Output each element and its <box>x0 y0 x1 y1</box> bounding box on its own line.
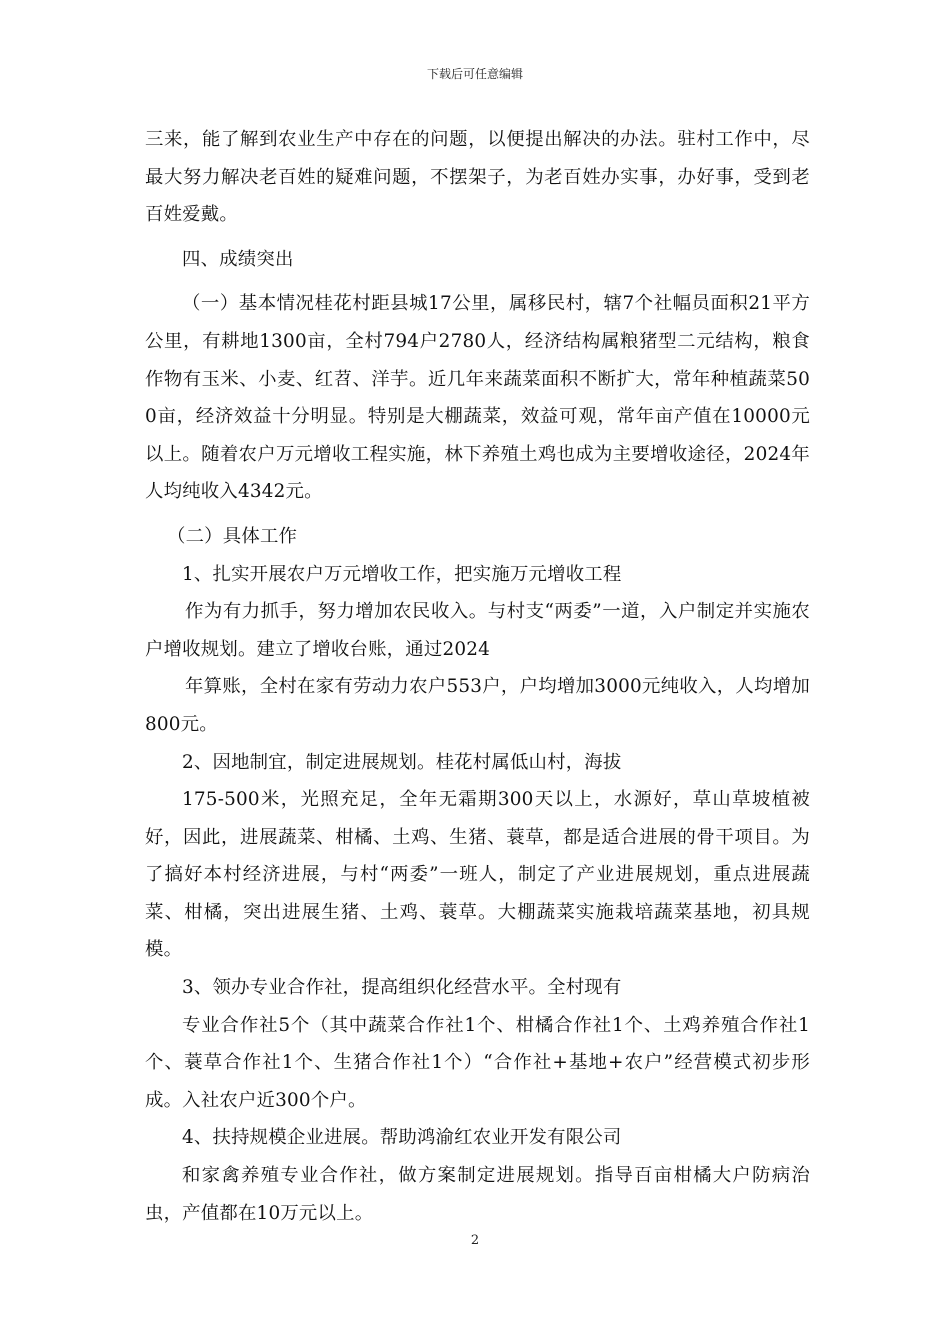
paragraph: 年算账，全村在家有劳动力农户553户，户均增加3000元纯收入，人均增加800元。 <box>145 676 810 735</box>
list-item-heading: 4、扶持规模企业进展。帮助鸿渝红农业开发有限公司 <box>182 1127 622 1149</box>
document-body <box>145 121 810 1232</box>
paragraph: （一）基本情况桂花村距县城17公里，属移民村，辖7个社幅员面积21平方公里，有耕地1300亩，全村794户2780人，经济结构属粮猪型二元结构，粮食作物有玉米、小麦、红苕、洋芋。近几年来蔬菜面积不断扩大，常年种植蔬菜500亩，经济效益十分明显。特别是大棚蔬菜，效益可观，常年亩产值在10000元以上。随着农户万元增收工程实施，林下养殖土鸡也成为主要增收途径，2024年人均纯收入4342元。 <box>145 293 810 503</box>
section-heading: 四、成绩突出 <box>182 248 294 270</box>
page-number: 2 <box>470 1233 480 1248</box>
paragraph: 作为有力抓手，努力增加农民收入。与村支“两委”一道，入户制定并实施农户增收规划。建立了增收台账，通过2024 <box>145 601 810 660</box>
paragraph: 三来，能了解到农业生产中存在的问题，以便提出解决的办法。驻村工作中，尽最大努力解决老百姓的疑难问题，不摆架子，为老百姓办实事，办好事，受到老百姓爱戴。 <box>145 129 810 226</box>
list-item-heading: 2、因地制宜，制定进展规划。桂花村属低山村，海拔 <box>182 751 622 773</box>
paragraph: 专业合作社5个（其中蔬菜合作社1个、柑橘合作社1个、土鸡养殖合作社1个、蓑草合作社1个、生猪合作社1个）“合作社+基地+农户”经营模式初步形成。入社农户近300个户。 <box>145 1014 810 1111</box>
paragraph: 和家禽养殖专业合作社，做方案制定进展规划。指导百亩柑橘大户防病治虫，产值都在10万元以上。 <box>145 1165 810 1224</box>
list-item-heading: 3、领办专业合作社，提高组织化经营水平。全村现有 <box>182 977 622 999</box>
paragraph: 175-500米，光照充足，全年无霜期300天以上，水源好，草山草坡植被好，因此，进展蔬菜、柑橘、土鸡、生猪、蓑草，都是适合进展的骨干项目。为了搞好本村经济进展，与村“两委”一班人，制定了产业进展规划，重点进展蔬菜、柑橘，突出进展生猪、土鸡、蓑草。大棚蔬菜实施栽培蔬菜基地，初具规模。 <box>145 789 810 961</box>
subsection-heading: （二）具体工作 <box>167 525 298 547</box>
page-header: 下载后可任意编辑 <box>426 67 523 81</box>
list-item-heading: 1、扎实开展农户万元增收工作，把实施万元增收工程 <box>182 563 622 585</box>
